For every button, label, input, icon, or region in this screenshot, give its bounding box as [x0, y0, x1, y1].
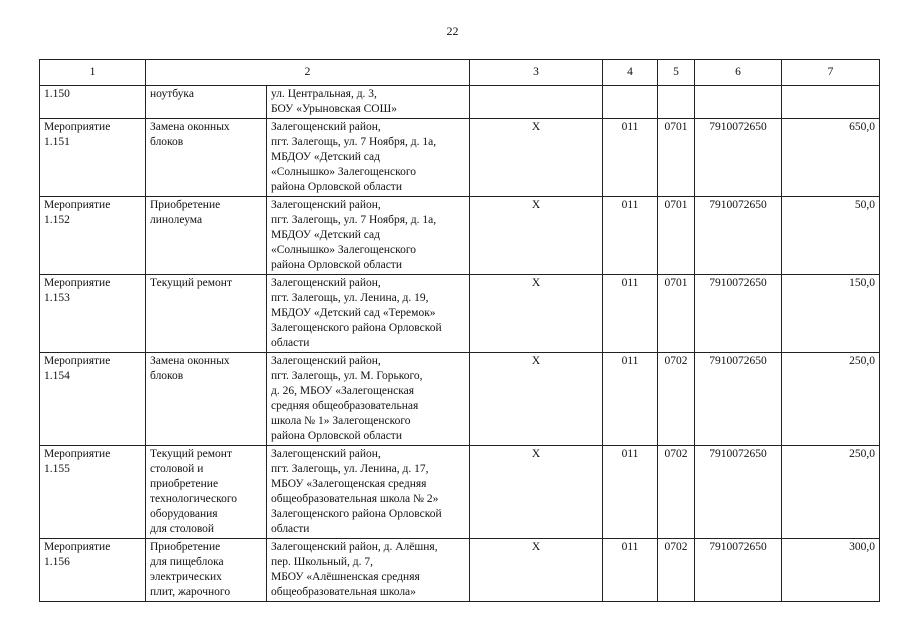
row-col4-cell: 011 — [603, 446, 658, 539]
row-address-cell: Залегощенский район, д. Алёшня, пер. Школьный, д. 7, МБОУ «Алёшненская средняя общеобразовательная школа» — [267, 539, 470, 602]
row-amount-cell: 50,0 — [782, 197, 880, 275]
row-col5-cell: 0701 — [658, 275, 695, 353]
table-row — [40, 353, 880, 446]
row-col6-cell: 7910072650 — [695, 119, 782, 197]
row-col5-cell: 0702 — [658, 539, 695, 602]
header-col-7: 7 — [782, 60, 880, 86]
row-address-cell: ул. Центральная, д. 3, БОУ «Урыновская СОШ» — [267, 86, 470, 119]
row-name-cell: Замена оконных блоков — [146, 119, 267, 197]
row-col4-cell: 011 — [603, 275, 658, 353]
row-col3-cell: Х — [470, 119, 603, 197]
row-col3-cell: Х — [470, 197, 603, 275]
table-row — [40, 197, 880, 275]
row-col3-cell: Х — [470, 353, 603, 446]
row-col4-cell: 011 — [603, 119, 658, 197]
header-col-2: 2 — [146, 60, 470, 86]
row-col3-cell: Х — [470, 446, 603, 539]
row-address-cell: Залегощенский район, пгт. Залегощь, ул. М. Горького, д. 26, МБОУ «Залегощенская средняя общеобразовательная школа № 1» Залегощенского района Орловской области — [267, 353, 470, 446]
page-number: 22 — [446, 24, 459, 38]
row-name-cell: ноутбука — [146, 86, 267, 119]
row-id-cell: 1.150 — [40, 86, 146, 119]
row-col6-cell: 7910072650 — [695, 275, 782, 353]
table-row — [40, 119, 880, 197]
row-name-cell: Замена оконных блоков — [146, 353, 267, 446]
row-name-cell: Текущий ремонт — [146, 275, 267, 353]
table-row — [40, 446, 880, 539]
header-col-6: 6 — [695, 60, 782, 86]
row-col4-cell: 011 — [603, 539, 658, 602]
row-col4-cell: 011 — [603, 353, 658, 446]
header-col-5: 5 — [658, 60, 695, 86]
row-amount-cell: 650,0 — [782, 119, 880, 197]
row-id-cell: Мероприятие 1.153 — [40, 275, 146, 353]
row-col5-cell — [658, 86, 695, 119]
row-col3-cell: Х — [470, 539, 603, 602]
row-col3-cell: Х — [470, 275, 603, 353]
row-col4-cell: 011 — [603, 197, 658, 275]
row-col6-cell: 7910072650 — [695, 197, 782, 275]
row-address-cell: Залегощенский район, пгт. Залегощь, ул. 7 Ноября, д. 1а, МБДОУ «Детский сад «Солнышко» Залегощенского района Орловской области — [267, 119, 470, 197]
row-address-cell: Залегощенский район, пгт. Залегощь, ул. 7 Ноября, д. 1а, МБДОУ «Детский сад «Солнышко» Залегощенского района Орловской области — [267, 197, 470, 275]
row-id-cell: Мероприятие 1.155 — [40, 446, 146, 539]
row-id-cell: Мероприятие 1.156 — [40, 539, 146, 602]
row-col5-cell: 0701 — [658, 119, 695, 197]
row-amount-cell — [782, 86, 880, 119]
events-table — [39, 59, 880, 602]
header-col-3: 3 — [470, 60, 603, 86]
row-col6-cell: 7910072650 — [695, 446, 782, 539]
row-col5-cell: 0702 — [658, 353, 695, 446]
row-amount-cell: 300,0 — [782, 539, 880, 602]
row-name-cell: Приобретение для пищеблока электрических плит, жарочного — [146, 539, 267, 602]
header-col-4: 4 — [603, 60, 658, 86]
row-col5-cell: 0702 — [658, 446, 695, 539]
table-row — [40, 275, 880, 353]
row-col6-cell: 7910072650 — [695, 539, 782, 602]
row-id-cell: Мероприятие 1.151 — [40, 119, 146, 197]
row-address-cell: Залегощенский район, пгт. Залегощь, ул. Ленина, д. 19, МБДОУ «Детский сад «Теремок» Залегощенского района Орловской области — [267, 275, 470, 353]
row-amount-cell: 150,0 — [782, 275, 880, 353]
row-name-cell: Приобретение линолеума — [146, 197, 267, 275]
row-id-cell: Мероприятие 1.154 — [40, 353, 146, 446]
row-col4-cell — [603, 86, 658, 119]
row-col3-cell — [470, 86, 603, 119]
table-row — [40, 539, 880, 602]
row-amount-cell: 250,0 — [782, 446, 880, 539]
table-body — [40, 86, 880, 602]
header-row — [40, 60, 880, 86]
header-col-1: 1 — [40, 60, 146, 86]
row-col5-cell: 0701 — [658, 197, 695, 275]
row-amount-cell: 250,0 — [782, 353, 880, 446]
row-name-cell: Текущий ремонт столовой и приобретение технологического оборудования для столовой — [146, 446, 267, 539]
row-col6-cell: 7910072650 — [695, 353, 782, 446]
table-row — [40, 86, 880, 119]
row-id-cell: Мероприятие 1.152 — [40, 197, 146, 275]
row-address-cell: Залегощенский район, пгт. Залегощь, ул. Ленина, д. 17, МБОУ «Залегощенская средняя общеобразовательная школа № 2» Залегощенского района Орловской области — [267, 446, 470, 539]
row-col6-cell — [695, 86, 782, 119]
